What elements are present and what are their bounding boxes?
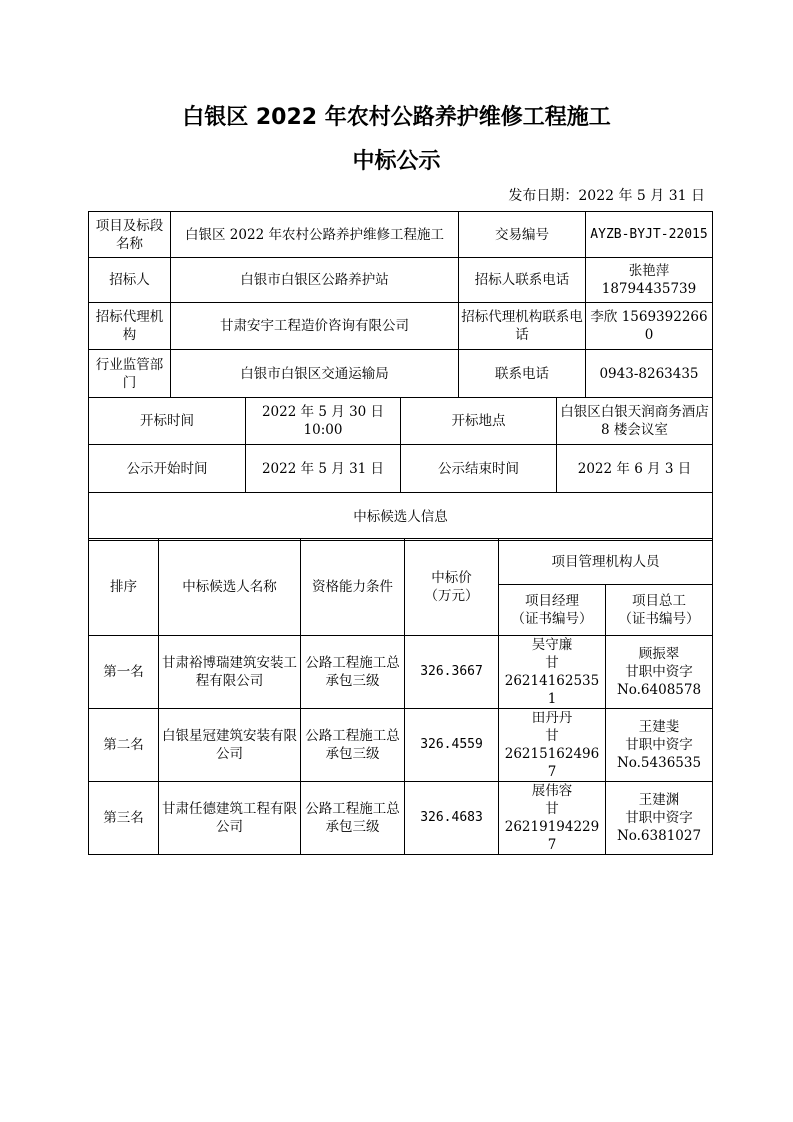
engineer-name: 王建斐: [638, 719, 680, 735]
engineer-cert-number: No.6381027: [616, 828, 702, 844]
manager-cert-number: 262151624967: [504, 746, 600, 780]
document-title-line1: 白银区 2022 年农村公路养护维修工程施工: [182, 105, 611, 130]
notice-start-label: 公示开始时间: [89, 445, 246, 493]
candidate-engineer: [606, 636, 713, 709]
candidate-qualification: 公路工程施工总承包三级: [301, 709, 405, 782]
manager-cert-prefix: 甘: [545, 655, 559, 671]
header-staff-group: 项目管理机构人员: [499, 539, 713, 585]
open-time-hour: 10:00: [303, 422, 343, 438]
candidate-rank: 第二名: [89, 709, 159, 782]
project-label: 项目及标段名称: [89, 212, 171, 258]
agency-label: 招标代理机构: [89, 303, 171, 350]
tenderer-label: 招标人: [89, 258, 171, 303]
engineer-cert-prefix: 甘职中资字: [625, 810, 693, 826]
header-name: 中标候选人名称: [159, 539, 301, 636]
agency-contact-value: 李欣 15693922660: [586, 303, 713, 350]
manager-cert-prefix: 甘: [545, 801, 559, 817]
notice-start-value: 2022 年 5 月 31 日: [246, 445, 401, 493]
header-price: [405, 539, 499, 636]
header-engineer-line1: 项目总工: [632, 593, 686, 609]
candidate-manager: [499, 782, 606, 855]
table-row: [89, 636, 713, 709]
candidate-price: 326.3667: [405, 636, 499, 709]
header-rank: 排序: [89, 539, 159, 636]
candidate-rank: 第三名: [89, 782, 159, 855]
notice-end-label: 公示结束时间: [401, 445, 557, 493]
header-manager: [499, 585, 606, 636]
candidate-name: 甘肃任德建筑工程有限公司: [159, 782, 301, 855]
schedule-table: [88, 397, 713, 541]
engineer-name: 王建渊: [638, 792, 680, 808]
table-row: [89, 303, 713, 350]
table-row: [89, 212, 713, 258]
manager-cert-number: 262141625351: [504, 673, 600, 707]
supervisor-value: 白银市白银区交通运输局: [171, 350, 459, 398]
manager-cert-prefix: 甘: [545, 728, 559, 744]
trade-no-value: AYZB-BYJT-22015: [586, 212, 713, 258]
engineer-cert-number: No.6408578: [616, 682, 702, 698]
agency-contact-label: 招标代理机构联系电话: [459, 303, 586, 350]
supervisor-label: 行业监管部门: [89, 350, 171, 398]
header-qualification: 资格能力条件: [301, 539, 405, 636]
manager-name: 吴守廉: [531, 637, 573, 653]
notice-end-value: 2022 年 6 月 3 日: [557, 445, 713, 493]
manager-name: 展伟容: [531, 783, 573, 799]
project-value: 白银区 2022 年农村公路养护维修工程施工: [171, 212, 459, 258]
table-row: [89, 398, 713, 445]
manager-cert-number: 262191942297: [504, 819, 600, 853]
candidates-section-title: 中标候选人信息: [89, 493, 713, 541]
open-time-label: 开标时间: [89, 398, 246, 445]
header-engineer: [606, 585, 713, 636]
header-manager-line1: 项目经理: [525, 593, 579, 609]
candidate-name: 白银星冠建筑安装有限公司: [159, 709, 301, 782]
supervisor-contact-label: 联系电话: [459, 350, 586, 398]
open-time-date: 2022 年 5 月 30 日: [261, 404, 385, 420]
tenderer-value: 白银市白银区公路养护站: [171, 258, 459, 303]
candidate-name: 甘肃裕博瑞建筑安装工程有限公司: [159, 636, 301, 709]
table-row: [89, 258, 713, 303]
table-row: [89, 709, 713, 782]
engineer-cert-number: No.5436535: [616, 755, 702, 771]
candidate-manager: [499, 709, 606, 782]
header-price-line2: （万元）: [424, 588, 479, 604]
open-place-value: 白银区白银天润商务酒店 8 楼会议室: [557, 398, 713, 445]
candidates-table: [88, 538, 713, 855]
tenderer-contact-cell: [586, 258, 713, 303]
open-place-label: 开标地点: [401, 398, 557, 445]
header-engineer-line2: （证书编号）: [618, 611, 700, 627]
header-manager-line2: （证书编号）: [511, 611, 593, 627]
trade-no-label: 交易编号: [459, 212, 586, 258]
candidate-engineer: [606, 709, 713, 782]
table-row: [89, 445, 713, 493]
tenderer-contact-label: 招标人联系电话: [459, 258, 586, 303]
table-header-row: [89, 539, 713, 585]
engineer-name: 顾振翠: [638, 646, 680, 662]
table-row: [89, 493, 713, 541]
candidate-engineer: [606, 782, 713, 855]
tenderer-contact-name: 张艳萍: [628, 263, 670, 279]
agency-value: 甘肃安宇工程造价咨询有限公司: [171, 303, 459, 350]
table-row: [89, 350, 713, 398]
engineer-cert-prefix: 甘职中资字: [625, 664, 693, 680]
header-price-line1: 中标价: [431, 570, 472, 586]
publish-date: 发布日期：2022 年 5 月 31 日: [508, 188, 705, 204]
manager-name: 田丹丹: [531, 710, 573, 726]
engineer-cert-prefix: 甘职中资字: [625, 737, 693, 753]
tenderer-contact-phone: 18794435739: [601, 281, 697, 297]
candidate-price: 326.4559: [405, 709, 499, 782]
candidate-qualification: 公路工程施工总承包三级: [301, 636, 405, 709]
candidate-manager: [499, 636, 606, 709]
document-title-line2: 中标公示: [352, 149, 441, 174]
candidate-qualification: 公路工程施工总承包三级: [301, 782, 405, 855]
project-info-table: [88, 211, 713, 398]
supervisor-contact-value: 0943-8263435: [586, 350, 713, 398]
candidate-rank: 第一名: [89, 636, 159, 709]
table-row: [89, 782, 713, 855]
candidate-price: 326.4683: [405, 782, 499, 855]
open-time-cell: [246, 398, 401, 445]
